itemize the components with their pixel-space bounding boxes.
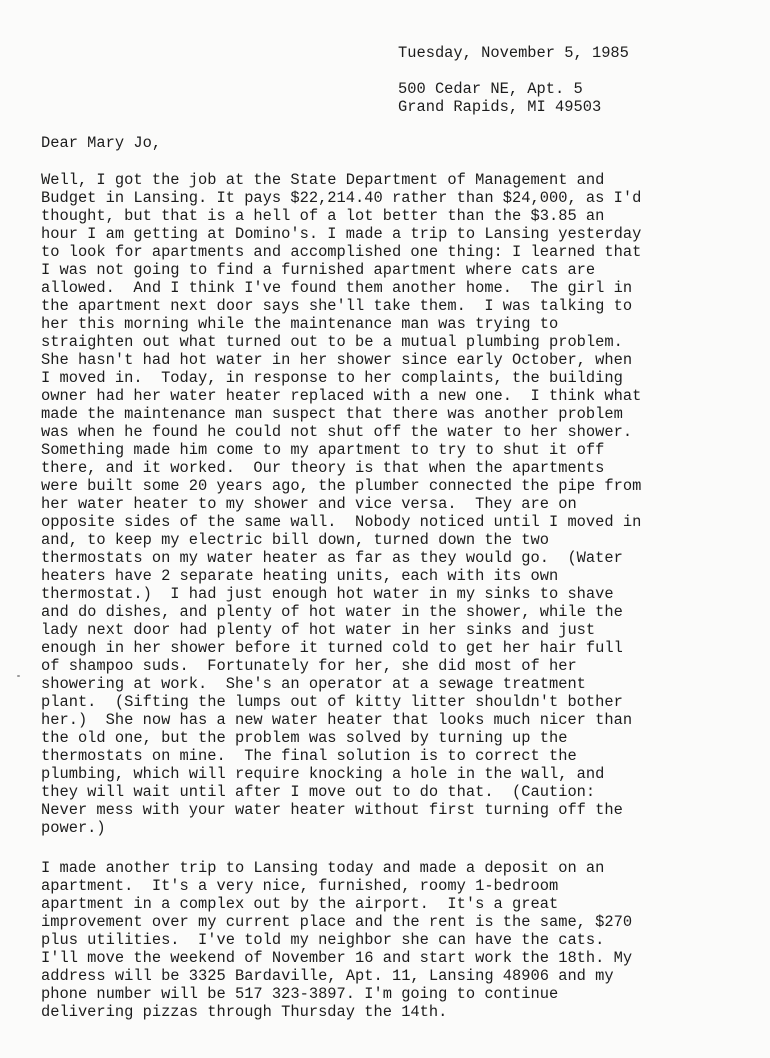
paragraph-1-line: the old one, but the problem was solved by turning up the (41, 729, 568, 747)
paragraph-2-line: address will be 3325 Bardaville, Apt. 11, Lansing 48906 and my (41, 967, 614, 985)
paragraph-1-line: of shampoo suds. Fortunately for her, she did most of her (41, 657, 577, 675)
paragraph-2-line: apartment in a complex out by the airport. It's a great (41, 895, 559, 913)
paragraph-1-line: Budget in Lansing. It pays $22,214.40 rather than $24,000, as I'd (41, 189, 642, 207)
paragraph-1-line: were built some 20 years ago, the plumber connected the pipe from (41, 477, 642, 495)
paragraph-1-line: her water heater to my shower and vice versa. They are on (41, 495, 577, 513)
paragraph-2-line: phone number will be 517 323-3897. I'm going to continue (41, 985, 559, 1003)
paragraph-1-line: they will wait until after I move out to do that. (Caution: (41, 783, 596, 801)
paragraph-1-line: was when he found he could not shut off the water to her shower. (41, 423, 633, 441)
paragraph-2-line: I made another trip to Lansing today and made a deposit on an (41, 859, 605, 877)
paper-speck (17, 675, 20, 677)
sender-address-line-1: 500 Cedar NE, Apt. 5 (398, 80, 583, 98)
paragraph-1-line: thought, but that is a hell of a lot better than the $3.85 an (41, 207, 605, 225)
paragraph-1-line: to look for apartments and accomplished one thing: I learned that (41, 243, 642, 261)
paragraph-1-line: She hasn't had hot water in her shower since early October, when (41, 351, 633, 369)
paragraph-1-line: straighten out what turned out to be a mutual plumbing problem. (41, 333, 623, 351)
paragraph-1-line: hour I am getting at Domino's. I made a trip to Lansing yesterday (41, 225, 642, 243)
paragraph-1-line: plumbing, which will require knocking a hole in the wall, and (41, 765, 605, 783)
paragraph-1-line: plant. (Sifting the lumps out of kitty litter shouldn't bother (41, 693, 623, 711)
paragraph-2-line: plus utilities. I've told my neighbor she can have the cats. (41, 931, 605, 949)
paragraph-1-line: thermostats on my water heater as far as they would go. (Water (41, 549, 623, 567)
paragraph-1-line: and do dishes, and plenty of hot water in the shower, while the (41, 603, 623, 621)
paragraph-2-line: apartment. It's a very nice, furnished, roomy 1-bedroom (41, 877, 559, 895)
paragraph-1-line: her.) She now has a new water heater that looks much nicer than (41, 711, 633, 729)
paragraph-1-line: Well, I got the job at the State Department of Management and (41, 171, 605, 189)
paragraph-1-line: heaters have 2 separate heating units, each with its own (41, 567, 559, 585)
paragraph-2-line: I'll move the weekend of November 16 and start work the 18th. My (41, 949, 633, 967)
salutation: Dear Mary Jo, (41, 134, 162, 152)
paragraph-1-line: enough in her shower before it turned cold to get her hair full (41, 639, 623, 657)
paragraph-2-line: delivering pizzas through Thursday the 14th. (41, 1003, 448, 1021)
paragraph-1-line: I was not going to find a furnished apartment where cats are (41, 261, 596, 279)
paragraph-1-line: her this morning while the maintenance man was trying to (41, 315, 559, 333)
paragraph-1-line: opposite sides of the same wall. Nobody noticed until I moved in (41, 513, 642, 531)
paragraph-1-line: power.) (41, 819, 106, 837)
paragraph-1-line: lady next door had plenty of hot water in her sinks and just (41, 621, 596, 639)
paragraph-1-line: thermostats on mine. The final solution is to correct the (41, 747, 577, 765)
letter-date: Tuesday, November 5, 1985 (398, 44, 629, 62)
paragraph-1-line: Something made him come to my apartment to try to shut it off (41, 441, 605, 459)
paragraph-1-line: there, and it worked. Our theory is that when the apartments (41, 459, 605, 477)
paragraph-2-line: improvement over my current place and the rent is the same, $270 (41, 913, 633, 931)
paragraph-1-line: thermostat.) I had just enough hot water in my sinks to shave (41, 585, 614, 603)
paragraph-1-line: allowed. And I think I've found them another home. The girl in (41, 279, 633, 297)
paragraph-1-line: Never mess with your water heater without first turning off the (41, 801, 623, 819)
paragraph-1-line: showering at work. She's an operator at a sewage treatment (41, 675, 586, 693)
sender-address-line-2: Grand Rapids, MI 49503 (398, 98, 602, 116)
paragraph-1-line: the apartment next door says she'll take them. I was talking to (41, 297, 633, 315)
paragraph-1-line: owner had her water heater replaced with a new one. I think what (41, 387, 642, 405)
paragraph-1-line: and, to keep my electric bill down, turned down the two (41, 531, 549, 549)
paragraph-1-line: I moved in. Today, in response to her complaints, the building (41, 369, 623, 387)
paragraph-1-line: made the maintenance man suspect that there was another problem (41, 405, 623, 423)
